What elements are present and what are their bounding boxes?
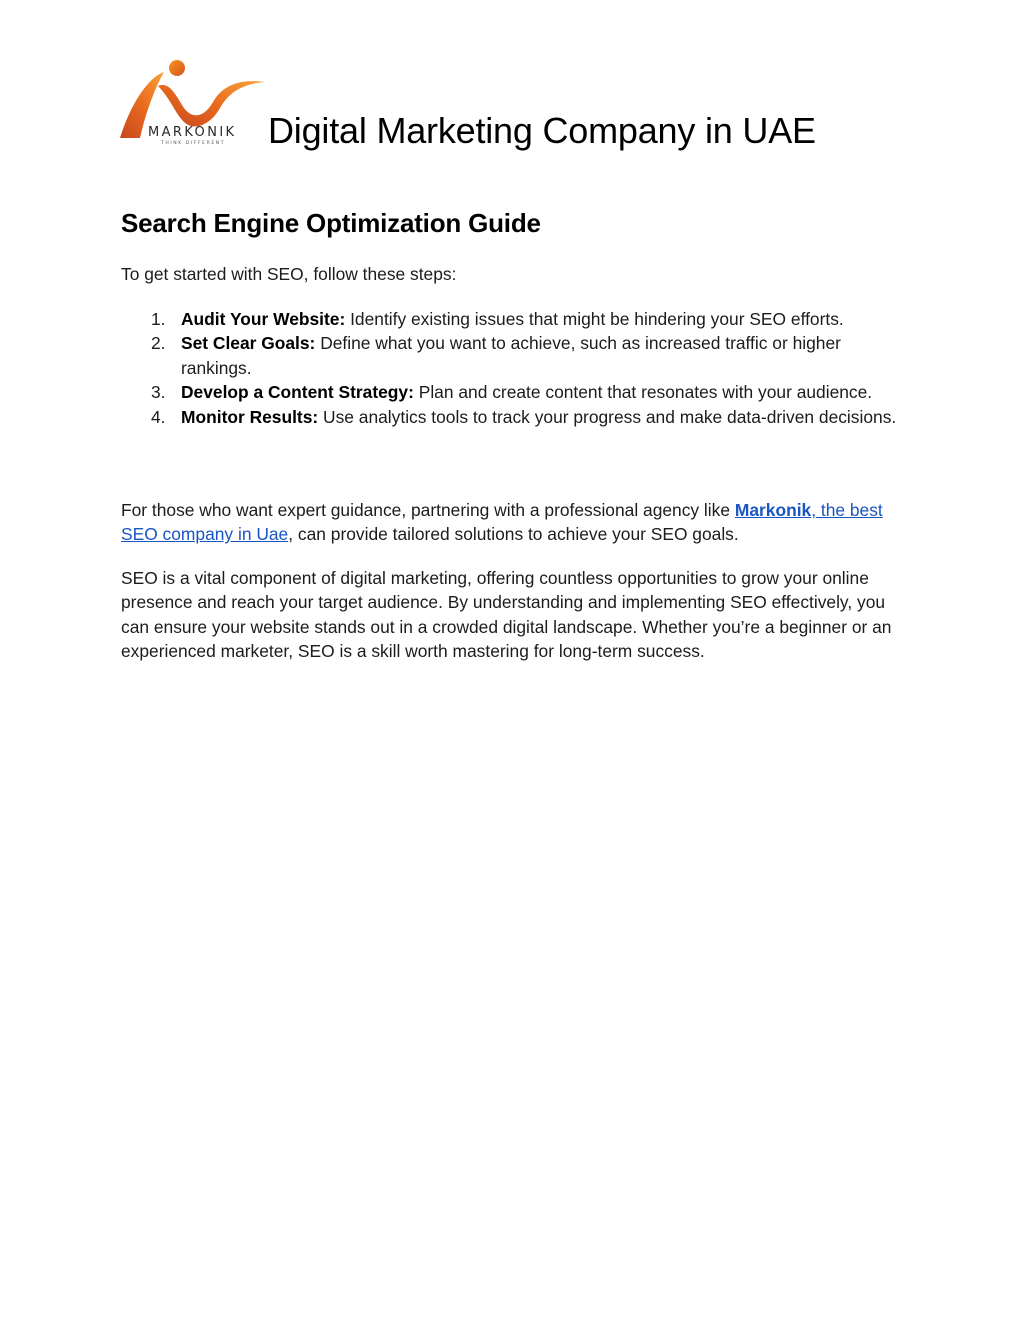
steps-list: [121, 307, 901, 429]
step-number: 2.: [151, 333, 166, 354]
document-heading: Search Engine Optimization Guide: [121, 208, 541, 238]
list-item: [121, 380, 901, 404]
logo-tagline: THINK DIFFERENT: [161, 141, 226, 146]
page-header: [118, 56, 898, 156]
list-item: [121, 307, 901, 331]
step-number: 1.: [151, 309, 166, 329]
step-title: Audit Your Website:: [181, 309, 346, 329]
summary-paragraph: SEO is a vital component of digital marketing, offering countless opportunities to grow your online presence and reach your target audience. By understanding and implementing SEO effectively, you can ensure your website stands out in a crowded digital landscape. Whether you’re a beginner or an experienced marketer, SEO is a skill worth mastering for long-term success.: [121, 568, 892, 662]
step-title: Set Clear Goals:: [181, 333, 316, 354]
step-number: 3.: [151, 382, 166, 403]
step-text: Use analytics tools to track your progress and make data-driven decisions.: [318, 406, 897, 427]
best-seo-company-link[interactable]: , the best SEO company in Uae: [121, 500, 883, 545]
step-title: Develop a Content Strategy:: [181, 382, 414, 403]
step-title: Monitor Results:: [181, 406, 319, 427]
markonik-link[interactable]: Markonik: [734, 500, 812, 520]
page-title: Digital Marketing Company in UAE: [268, 110, 816, 151]
intro-text: To get started with SEO, follow these steps:: [121, 264, 457, 284]
step-text: Define what you want to achieve, such as increased traffic or higher rankings.: [181, 333, 841, 378]
list-item: [121, 405, 901, 429]
agency-paragraph: [121, 498, 901, 547]
agency-text-before: For those who want expert guidance, partnering with a professional agency like: [121, 500, 735, 520]
markonik-logo: [118, 56, 268, 152]
agency-text-after: , can provide tailored solutions to achieve your SEO goals.: [288, 524, 739, 545]
list-item: [121, 331, 901, 380]
step-number: 4.: [151, 406, 166, 427]
logo-wordmark: MARKONIK: [148, 125, 237, 140]
step-text: Plan and create content that resonates with your audience.: [413, 382, 873, 403]
step-text: Identify existing issues that might be hindering your SEO efforts.: [345, 309, 844, 329]
